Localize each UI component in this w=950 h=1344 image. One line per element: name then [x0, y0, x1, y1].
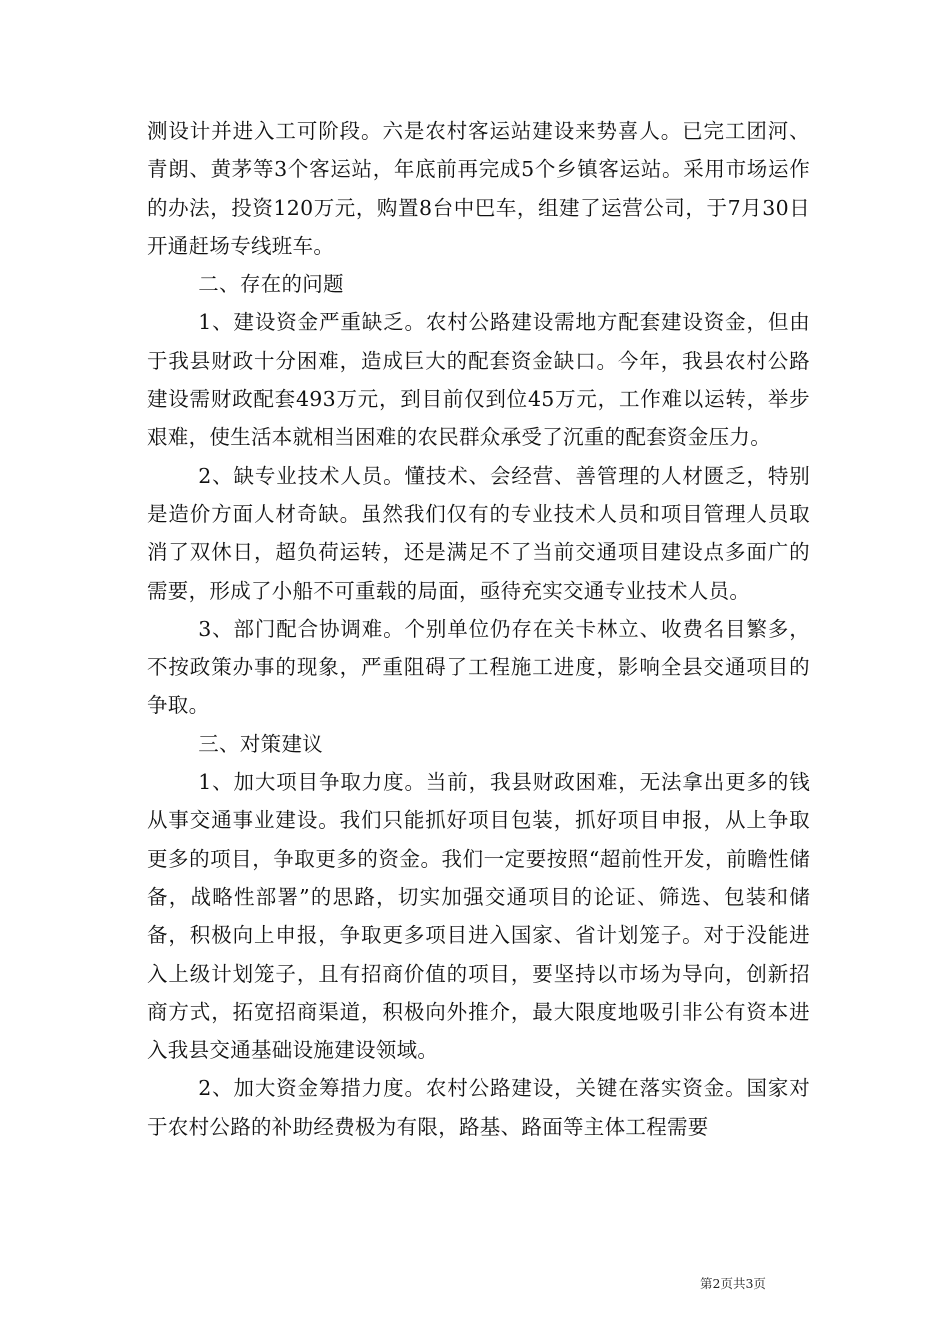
paragraph-issue-staff: 2、缺专业技术人员。懂技术、会经营、善管理的人材匮乏，特别是造价方面人材奇缺。虽然我们仅有的专业技术人员和项目管理人员取消了双休日，超负荷运转，还是满足不了当前交通项目建设点多面广的需要，形成了小船不可重载的局面，亟待充实交通专业技术人员。	[147, 463, 810, 603]
paragraph-issue-coordination: 3、部门配合协调难。个别单位仍存在关卡林立、收费名目繁多，不按政策办事的现象，严重阻碍了工程施工进度，影响全县交通项目的争取。	[147, 616, 810, 718]
section-heading-problems: 二、存在的问题	[198, 272, 344, 297]
paragraph-suggestion-projects: 1、加大项目争取力度。当前，我县财政困难，无法拿出更多的钱从事交通事业建设。我们只能抓好项目包装，抓好项目申报，从上争取更多的项目，争取更多的资金。我们一定要按照“超前性开发，前瞻性储备，战略性部署”的思路，切实加强交通项目的论证、筛选、包装和储备，积极向上申报，争取更多项目进入国家、省计划笼子。对于没能进入上级计划笼子，且有招商价值的项目，要坚持以市场为导向，创新招商方式，拓宽招商渠道，积极向外推介，最大限度地吸引非公有资本进入我县交通基础设施建设领域。	[147, 770, 810, 1063]
paragraph-continued: 测设计并进入工可阶段。六是农村客运站建设来势喜人。已完工团河、青朗、黄茅等3个客运站，年底前再完成5个乡镇客运站。采用市场运作的办法，投资120万元，购置8台中巴车，组建了运营公司，于7月30日开通赶场专线班车。	[147, 119, 810, 258]
section-heading-suggestions: 三、对策建议	[198, 731, 324, 756]
paragraph-issue-funding: 1、建设资金严重缺乏。农村公路建设需地方配套建设资金，但由于我县财政十分困难，造成巨大的配套资金缺口。今年，我县农村公路建设需财政配套493万元，到目前仅到位45万元，工作难以运转，举步艰难，使生活本就相当困难的农民群众承受了沉重的配套资金压力。	[147, 310, 810, 450]
page-number-footer: 第2页共3页	[700, 1276, 766, 1291]
document-body	[147, 112, 810, 1146]
paragraph-suggestion-funding: 2、加大资金筹措力度。农村公路建设，关键在落实资金。国家对于农村公路的补助经费极为有限，路基、路面等主体工程需要	[147, 1076, 810, 1139]
